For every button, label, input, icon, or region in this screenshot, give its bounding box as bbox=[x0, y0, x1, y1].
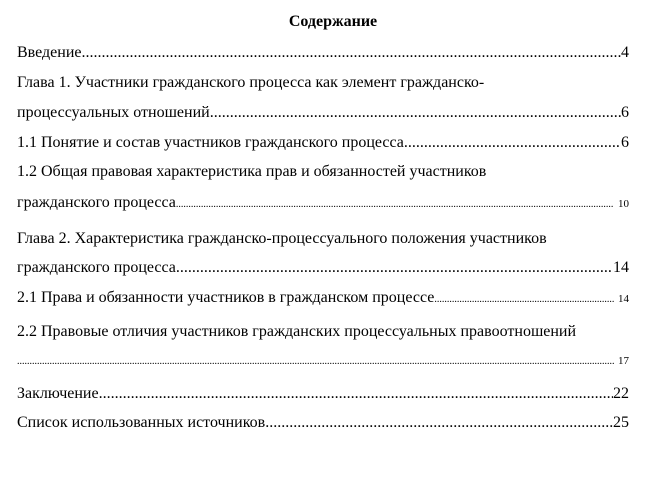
toc-page-number: 25 bbox=[613, 414, 629, 431]
toc-page-number: 10 bbox=[618, 198, 629, 210]
toc-entry-text: 2.1 Права и обязанности участников в гражданском процессе bbox=[17, 289, 435, 306]
toc-entry-text: гражданского процесса bbox=[17, 194, 176, 211]
toc-entry-text: процессуальных отношений bbox=[17, 104, 210, 121]
toc-entry-section-1-2-line-1 bbox=[17, 161, 629, 183]
toc-leader-dots bbox=[210, 102, 621, 124]
toc-leader-dots bbox=[404, 132, 621, 154]
toc-leader-dots bbox=[265, 412, 613, 434]
toc-entry-chapter-1-line-2 bbox=[17, 102, 629, 124]
toc-entry-text: 2.2 Правовые отличия участников гражданских процессуальных правоотношений bbox=[17, 323, 577, 340]
toc-leader-dots bbox=[176, 194, 614, 216]
toc-entry-chapter-2-line-2 bbox=[17, 257, 629, 279]
toc-entry-text: гражданского процесса bbox=[17, 259, 176, 276]
toc-entry-chapter-2-line-1 bbox=[17, 228, 629, 250]
toc-entry-text: Заключение bbox=[17, 385, 99, 402]
toc-entry-references bbox=[17, 412, 629, 434]
toc-title: Содержание bbox=[288, 13, 378, 30]
toc-entry-introduction bbox=[17, 42, 629, 64]
toc-entry-text: Введение bbox=[17, 44, 82, 61]
toc-entry-conclusion bbox=[17, 383, 629, 405]
toc-page-number: 4 bbox=[621, 44, 629, 61]
toc-page-number: 17 bbox=[618, 355, 629, 367]
toc-entry-section-2-1 bbox=[17, 287, 629, 309]
toc-leader-dots bbox=[434, 289, 614, 311]
toc-entry-text: 1.2 Общая правовая характеристика прав и обязанностей участников bbox=[17, 163, 487, 180]
toc-entry-text: Список использованных источников bbox=[17, 414, 266, 431]
toc-entry-section-2-2-line-2 bbox=[17, 350, 629, 372]
toc-entry-section-2-2-line-1 bbox=[17, 321, 629, 343]
toc-leader-dots bbox=[176, 257, 613, 279]
toc-entry-text: Глава 1. Участники гражданского процесса как элемент гражданско- bbox=[17, 74, 485, 91]
toc-page-number: 22 bbox=[613, 385, 629, 402]
toc-leader-dots bbox=[17, 351, 614, 373]
toc-entry-text: 1.1 Понятие и состав участников гражданского процесса bbox=[17, 134, 404, 151]
toc-page-number: 14 bbox=[618, 293, 629, 305]
toc-entry-text: Глава 2. Характеристика гражданско-процессуального положения участников bbox=[17, 230, 547, 247]
toc-leader-dots bbox=[82, 42, 622, 64]
toc-page-number: 6 bbox=[621, 134, 629, 151]
toc-page-number: 6 bbox=[621, 104, 629, 121]
toc-entry-chapter-1-line-1 bbox=[17, 72, 629, 94]
toc-entry-section-1-1 bbox=[17, 132, 629, 154]
toc-leader-dots bbox=[99, 383, 613, 405]
toc-page-number: 14 bbox=[613, 259, 629, 276]
toc-entry-section-1-2-line-2 bbox=[17, 192, 629, 214]
